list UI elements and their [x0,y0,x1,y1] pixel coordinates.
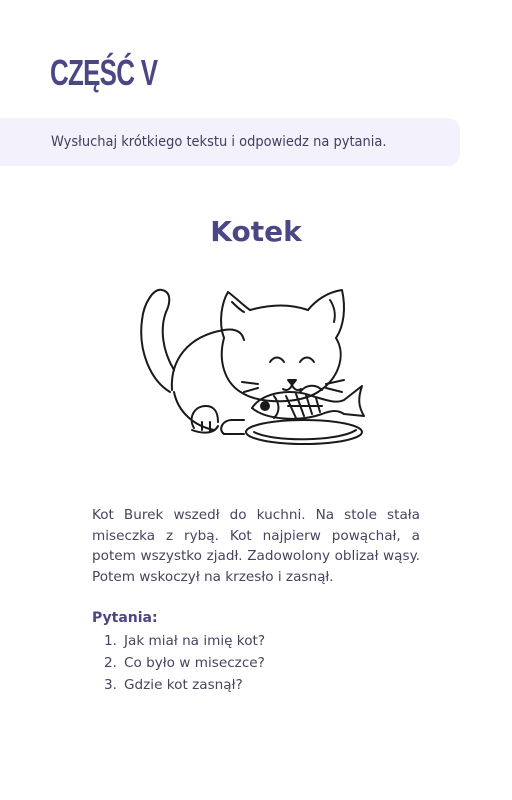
instruction-text: Wysłuchaj krótkiego tekstu i odpowiedz na pytania. [51,134,387,150]
story-title: Kotek [210,215,302,248]
question-number: 3. [104,677,117,693]
question-text: Jak miał na imię kot? [124,633,266,649]
question-text: Co było w miseczce? [124,655,265,671]
questions-list [104,630,265,696]
section-title: CZĘŚĆ V [50,52,158,93]
question-item [104,630,265,652]
question-number: 2. [104,655,117,671]
questions-heading: Pytania: [92,610,158,626]
question-item [104,652,265,674]
story-text: Kot Burek wszedł do kuchni. Na stole stała miseczka z rybą. Kot najpierw powąchał, a potem wszystko zjadł. Zadowolony oblizał wąsy. Potem wskoczył na krzesło i zasnął. [92,507,420,585]
instruction-banner [0,118,460,166]
question-number: 1. [104,633,117,649]
question-item [104,674,265,696]
question-text: Gdzie kot zasnął? [124,677,243,693]
cat-eating-fish-icon [132,280,372,450]
